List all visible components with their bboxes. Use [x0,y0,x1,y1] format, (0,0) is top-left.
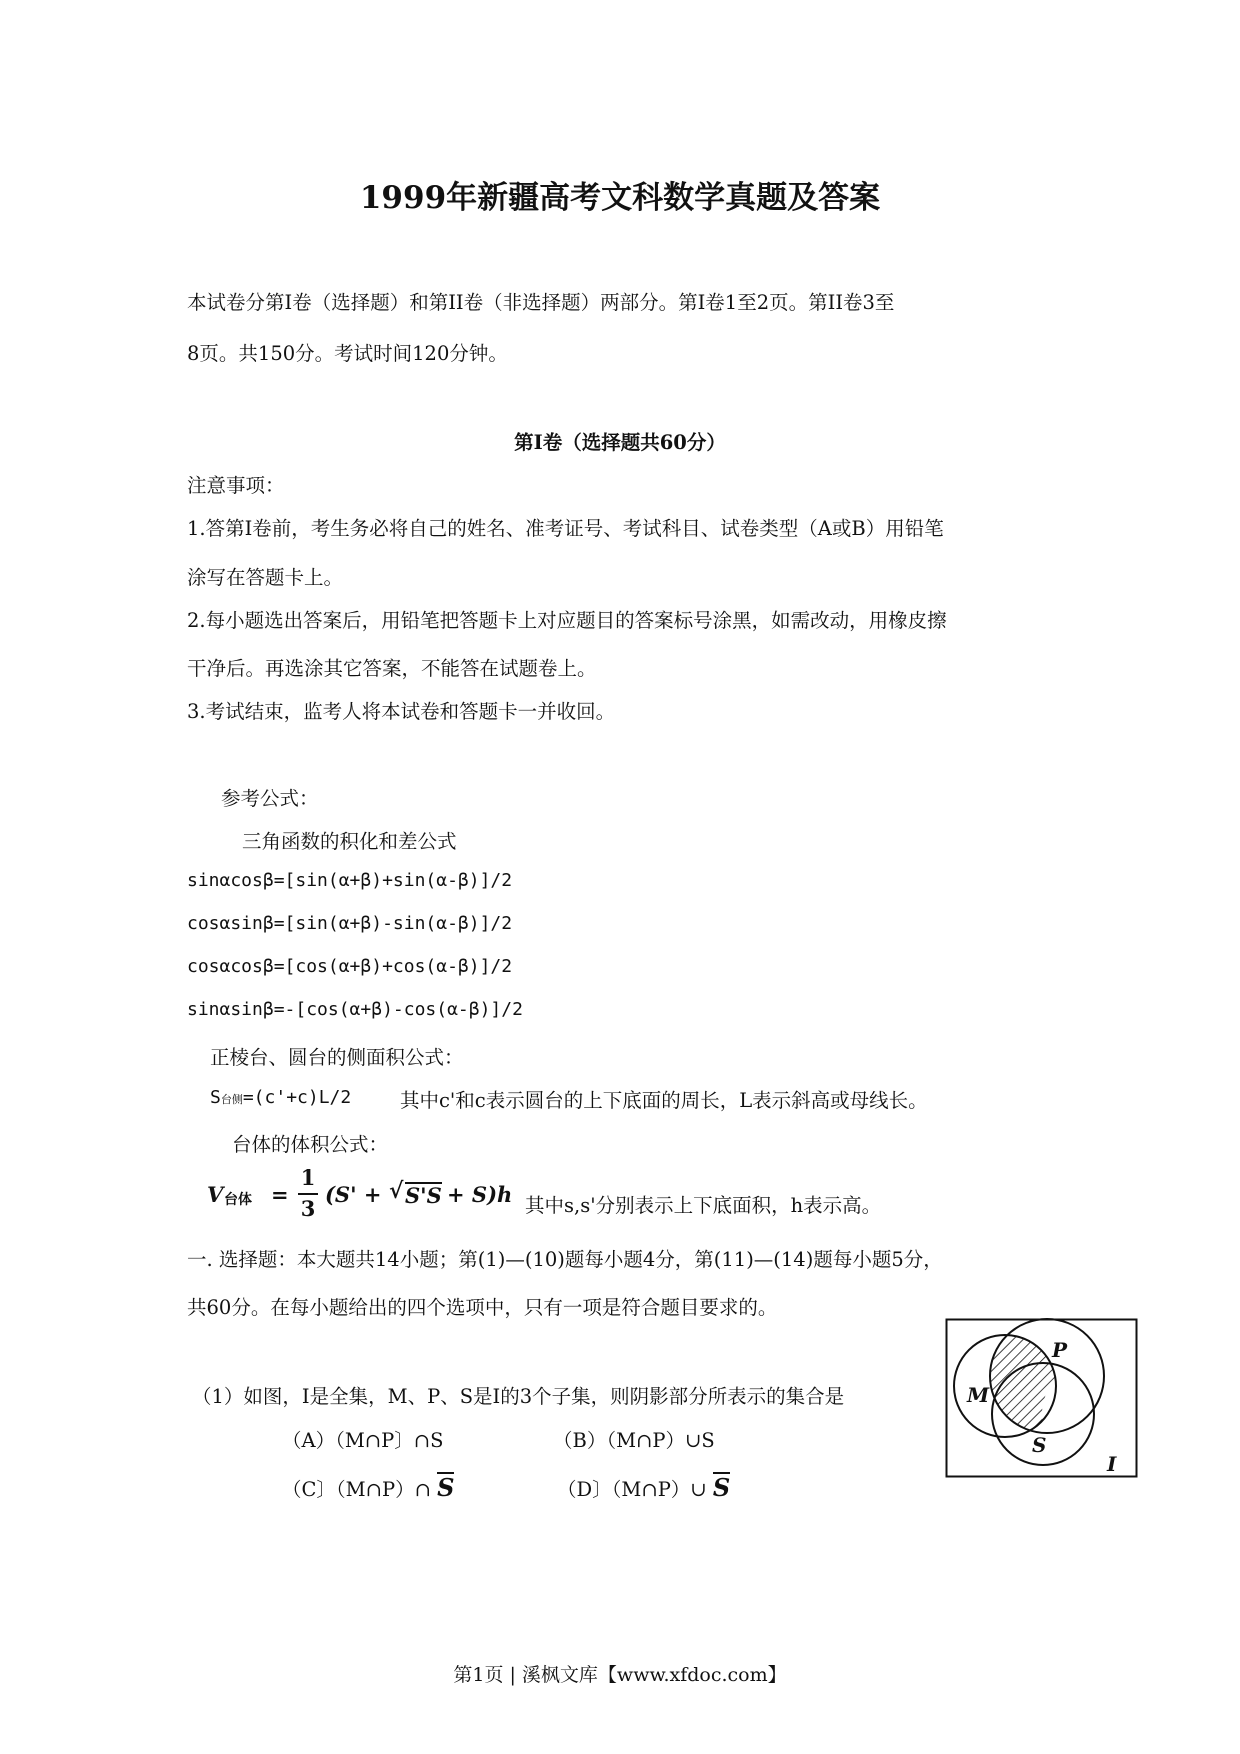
volume-sqrt: S'S [405,1183,442,1208]
volume-formula [207,1166,527,1226]
intro-line-1: 本试卷分第Ⅰ卷（选择题）和第II卷（非选择题）两部分。第Ⅰ卷1至2页。第II卷3至 [187,291,895,314]
section1-heading: 第Ⅰ卷（选择题共60分） [514,431,726,454]
section-one-line-1: 一. 选择题：本大题共14小题；第(1)—(10)题每小题4分，第(11)—(14)题每小题5分， [187,1248,943,1271]
volume-denominator: 3 [300,1196,316,1221]
page-footer: 第1页 | 溪枫文库【www.xfdoc.com】 [453,1664,787,1686]
frustum-sub: 台侧 [220,1093,243,1106]
trig-formula-1: sinαcosβ=[sin(α+β)+sin(α-β)]/2 [187,870,513,891]
trig-formula-4: sinαsinβ=-[cos(α+β)-cos(α-β)]/2 [187,999,523,1020]
s-complement-c: S [437,1473,455,1502]
note-3: 3.考试结束，监考人将本试卷和答题卡一并收回。 [187,700,616,723]
frustum-S: S [210,1087,221,1108]
notes-heading: 注意事项： [187,474,285,497]
label-p: P [1052,1338,1068,1362]
intro-line-2: 8页。共150分。考试时间120分钟。 [187,342,508,365]
label-s: S [1032,1433,1047,1457]
volume-eq: = [271,1182,289,1207]
q1-option-a: （A）（M∩P〕∩S [282,1429,444,1452]
frustum-note: 其中c'和c表示圆台的上下底面的周长，L表示斜高或母线长。 [400,1089,928,1112]
note-2-line-2: 干净后。再选涂其它答案，不能答在试题卷上。 [187,657,597,680]
q1-option-d [557,1472,730,1502]
label-i: I [1107,1452,1117,1476]
trig-heading: 三角函数的积化和差公式 [242,830,457,853]
formulas-heading: 参考公式： [221,787,319,810]
volume-heading: 台体的体积公式： [232,1133,389,1156]
q1-option-c [282,1472,454,1502]
note-1-line-1: 1.答第Ⅰ卷前，考生务必将自己的姓名、准考证号、考试科目、试卷类型（A或B）用铅笔 [187,517,944,540]
fraction-bar [298,1193,318,1195]
volume-note: 其中s,s'分别表示上下底面积，h表示高。 [525,1194,882,1217]
label-m: M [967,1383,990,1407]
section-one-line-2: 共60分。在每小题给出的四个选项中，只有一项是符合题目要求的。 [187,1296,778,1319]
volume-sub: 台体 [224,1192,252,1208]
s-complement-d: S [712,1473,731,1502]
volume-close: + S)h [447,1182,513,1207]
sqrt-sign: √ [389,1178,404,1204]
q1-stem: （1）如图，I是全集，M、P、S是I的3个子集，则阴影部分所表示的集合是 [192,1385,845,1408]
q1-option-d-text: （D〕（M∩P）∪ [557,1478,707,1501]
frustum-heading: 正棱台、圆台的侧面积公式： [210,1046,464,1069]
page-title: 1999年新疆高考文科数学真题及答案 [359,180,881,216]
volume-open: (S' + [325,1182,382,1207]
frustum-formula [210,1087,351,1108]
volume-numerator: 1 [300,1165,316,1190]
q1-option-b: （B）（M∩P）∪S [553,1429,715,1452]
venn-diagram [945,1318,1138,1478]
note-2-line-1: 2.每小题选出答案后，用铅笔把答题卡上对应题目的答案标号涂黑，如需改动，用橡皮擦 [187,609,947,632]
frustum-expr: =(c'+c)L/2 [242,1087,352,1108]
trig-formula-3: cosαcosβ=[cos(α+β)+cos(α-β)]/2 [187,956,513,977]
q1-option-c-text: （C〕（M∩P）∩ [282,1478,431,1501]
trig-formula-2: cosαsinβ=[sin(α+β)-sin(α-β)]/2 [187,913,513,934]
note-1-line-2: 涂写在答题卡上。 [187,566,344,589]
volume-V: V [207,1182,224,1207]
